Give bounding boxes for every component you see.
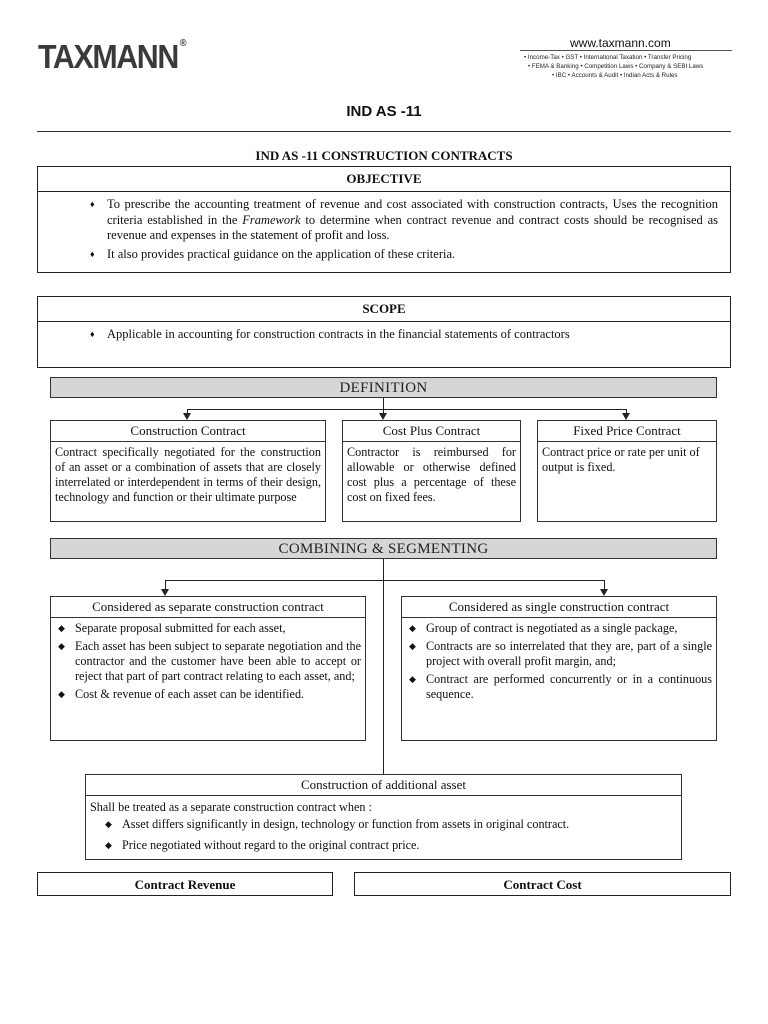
objective-item-2 (90, 247, 718, 263)
single-contract-title: Considered as single construction contract (402, 597, 716, 618)
header-divider (520, 50, 732, 51)
arrow-down-icon (183, 413, 191, 420)
framework-term: Framework (242, 212, 301, 227)
arrow-down-icon (379, 413, 387, 420)
diamond-bullet-icon: ◆ (105, 819, 112, 829)
separate-contract-title: Considered as separate construction contract (51, 597, 365, 618)
list-item-text: Contract are performed concurrently or in a continuous sequence. (426, 672, 712, 701)
list-item-text: Cost & revenue of each asset can be identified. (75, 687, 305, 701)
objective-section (37, 166, 731, 273)
additional-asset-list (102, 817, 681, 853)
single-contract-box (401, 596, 717, 741)
list-item (406, 672, 712, 702)
objective-item-2-text: It also provides practical guidance on the application of these criteria. (107, 246, 456, 261)
diamond-bullet-icon: ◆ (409, 623, 416, 633)
topics-line-2: • FEMA & Banking • Competition Laws • Company & SEBI Laws (528, 63, 704, 70)
topics-line-1: • Income-Tax • GST • International Taxation • Transfer Pricing (524, 54, 692, 61)
fixed-price-contract-title: Fixed Price Contract (538, 421, 716, 442)
arrow-down-icon (600, 589, 608, 596)
scope-item-1-text: Applicable in accounting for construction contracts in the financial statements of contractors (107, 327, 570, 341)
diamond-bullet-icon: ◆ (409, 641, 416, 651)
site-url[interactable]: www.taxmann.com (570, 36, 671, 50)
objective-item-1-text-b: to determine when contract revenue and contract costs should be recognised as revenue and expenses in the statement of profit and loss. (107, 212, 718, 242)
registered-mark: ® (179, 38, 187, 49)
connector-line (187, 409, 627, 410)
list-item (55, 621, 361, 636)
connector-line (604, 580, 605, 589)
single-contract-body (402, 618, 716, 702)
list-item-text: Separate proposal submitted for each asset, (75, 621, 286, 635)
diamond-bullet-icon: ◆ (58, 641, 65, 651)
fixed-price-contract-text: Contract price or rate per unit of output is fixed. (542, 445, 700, 474)
diamond-bullet-icon: ◆ (58, 689, 65, 699)
connector-line (383, 559, 384, 774)
title-divider (37, 131, 731, 132)
additional-asset-title: Construction of additional asset (86, 775, 681, 796)
connector-line (165, 580, 605, 581)
arrow-down-icon (622, 413, 630, 420)
separate-contract-body (51, 618, 365, 702)
scope-heading: SCOPE (38, 297, 730, 322)
scope-section (37, 296, 731, 368)
list-item (406, 621, 712, 636)
cost-plus-contract-box (342, 420, 521, 522)
construction-contract-title: Construction Contract (51, 421, 325, 442)
fixed-price-contract-box (537, 420, 717, 522)
cost-plus-contract-title: Cost Plus Contract (343, 421, 520, 442)
objective-item-1-text-a: To prescribe the accounting treatment of revenue and cost associated with construction contracts, Uses the recognition criteria established in the (107, 197, 718, 227)
logo-text: TAXMANN (38, 38, 178, 75)
objective-heading: OBJECTIVE (38, 167, 730, 192)
list-item (102, 838, 681, 853)
arrow-down-icon (161, 589, 169, 596)
objective-list (90, 197, 718, 265)
diamond-bullet-icon: ♦ (90, 199, 95, 209)
scope-list (90, 327, 648, 343)
list-item-text: Contracts are so interrelated that they are, part of a single project with overall profit margin, and; (426, 639, 712, 668)
combining-segmenting-banner: COMBINING & SEGMENTING (50, 538, 717, 559)
cost-plus-contract-text: Contractor is reimbursed for allowable or otherwise defined cost plus a percentage of these cost on fixed fees. (347, 445, 516, 504)
list-item-text: Asset differs significantly in design, technology or function from assets in original contract. (122, 817, 570, 831)
list-item (55, 639, 361, 684)
diamond-bullet-icon: ◆ (409, 674, 416, 684)
additional-asset-intro: Shall be treated as a separate construction contract when : (90, 800, 372, 814)
contract-revenue-box: Contract Revenue (37, 872, 333, 896)
construction-contract-box (50, 420, 326, 522)
document-heading: IND AS -11 CONSTRUCTION CONTRACTS (255, 148, 513, 163)
list-item (102, 817, 681, 832)
contract-cost-box: Contract Cost (354, 872, 731, 896)
page-title: IND AS -11 (346, 103, 422, 120)
definition-banner: DEFINITION (50, 377, 717, 398)
list-item-text: Group of contract is negotiated as a single package, (426, 621, 678, 635)
list-item (406, 639, 712, 669)
diamond-bullet-icon: ◆ (58, 623, 65, 633)
list-item (55, 687, 361, 702)
topics-line-3: • IBC • Accounts & Audit • Indian Acts & Rules (552, 72, 678, 79)
additional-asset-box (85, 774, 682, 860)
list-item-text: Each asset has been subject to separate negotiation and the contractor and the customer have been able to accept or reject that part of part contract relating to each asset, and; (75, 639, 361, 683)
diamond-bullet-icon: ♦ (90, 248, 95, 259)
objective-item-1 (90, 197, 718, 244)
single-contract-list (406, 621, 712, 702)
connector-line (165, 580, 166, 589)
separate-contract-list (55, 621, 361, 702)
scope-item-1 (90, 327, 648, 343)
diamond-bullet-icon: ◆ (105, 840, 112, 850)
separate-contract-box (50, 596, 366, 741)
construction-contract-text: Contract specifically negotiated for the construction of an asset or a combination of assets that are closely interrelated or interdependent in terms of their design, technology and function or their ultimate purpose (55, 445, 321, 504)
taxmann-logo (38, 38, 187, 76)
list-item-text: Price negotiated without regard to the original contract price. (122, 838, 420, 852)
diamond-bullet-icon: ♦ (90, 329, 95, 339)
